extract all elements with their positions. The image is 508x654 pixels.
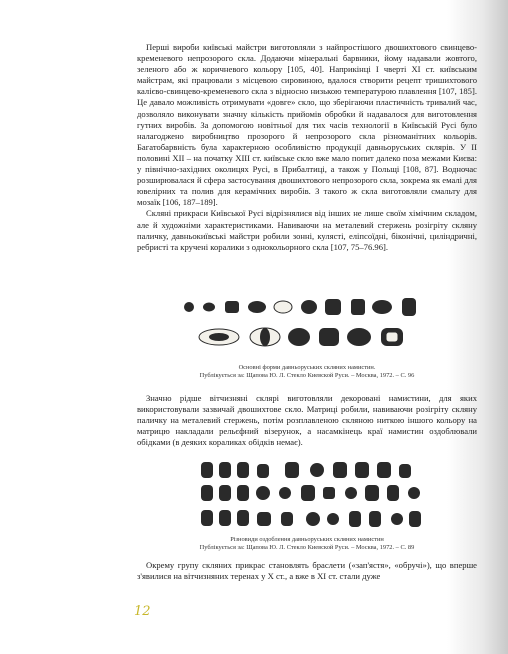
bead-shape: [301, 485, 315, 501]
caption-title: Різновиди оздоблення давньоруських скляних намистин: [230, 536, 384, 543]
bead-shape: [274, 301, 292, 313]
bead-shape: [402, 298, 416, 316]
bead-shape: [347, 328, 371, 346]
bead-shape: [201, 462, 213, 478]
paragraph-glass-history: Перші вироби київські майстри виготовляли з найпростішого двошихтового свинцево-кременевого непрозорого скла. Додаючи мінеральні барвники, йому надавали жовтого, зеленого або ж коричневого кольору [105, 40]. Наприкінці I чверті XI ст. київським майстрам, які працювали з місцевою сировиною, вдалося створити рецепт тришихтового калієво-свинцево-кременевого скла з відносно низькою температурою плавлення [107, 185]. Це давало можливість отримувати «довге» скло, що зберігаючи пластичність тривалий час, дозволяло виконувати значну кількість прийомів обробки й надавалося для виготовлення гутних виробів. За допомогою новітньої для тих часів технології в Київській Русі було налагоджено виробництво прозорого й непрозорого скла різноманітних кольорів. Багатобарвність була характерною особливістю продукції давньоруських склярів. У II половині XII – на початку XIII ст. київське скло вже мало попит далеко поза межами Києва: у північно-західних околицях Русі, в Прибалтиці, а також у Польщі [108, 87]. Водночас розширювалася й сфера застосування двошихтового непрозорого скла, зокрема як емалі для ювелірних та полив для керамічних виробів. З такого ж скла виготовляли смальту для мозаїк [106, 187–189].: [137, 42, 477, 208]
bead-shape: [184, 302, 194, 312]
caption-source: Публікується за: Щапова Ю. Л. Стекло Киевской Руси. – Москва, 1972. – С. 96: [199, 372, 415, 380]
bead-shape: [281, 512, 293, 526]
bead-shape: [248, 301, 266, 313]
bead-shape: [408, 487, 420, 499]
bead-shape: [256, 486, 270, 500]
bead-shape: [260, 328, 270, 346]
bead-shape: [327, 513, 339, 525]
paragraph-decorated-beads: Значно рідше вітчизняні склярі виготовляли декоровані намистини, для яких використовували зазвичай двошихтове скло. Матриці робили, навиваючи розігріту скляну паличку на металевий стержень, потім розплавленою скляною ниткою іншого кольору на матрицю накладали рельєфний візерунок, а насамкінець краї намистин оздоблювали обідками (в деяких кораликах обідків немає).: [137, 393, 477, 448]
bead-forms-illustration: [157, 293, 457, 355]
bead-decoration-illustration: [157, 458, 457, 534]
bead-shape: [219, 485, 231, 501]
bead-shape: [257, 512, 271, 526]
bead-shape: [319, 328, 339, 346]
caption-title: Основні форми давньоруських скляних намистин.: [238, 364, 376, 371]
text-block-middle: [137, 393, 477, 448]
bead-shape: [345, 487, 357, 499]
text-block-top: [137, 42, 477, 253]
bead-shape: [386, 332, 398, 342]
bead-shape: [279, 487, 291, 499]
bead-shape: [355, 462, 369, 478]
bead-shape: [201, 485, 213, 501]
bead-row-2: [199, 328, 403, 346]
figure-caption-bead-forms: [137, 364, 477, 381]
decorated-bead-row-3: [201, 510, 421, 527]
bead-shape: [201, 510, 213, 526]
bead-shape: [365, 485, 379, 501]
bead-shape: [372, 300, 392, 314]
bead-shape: [349, 511, 361, 527]
bead-row-1: [184, 298, 416, 316]
bead-shape: [399, 464, 411, 478]
figure-caption-bead-decoration: [137, 536, 477, 553]
bead-shape: [219, 510, 231, 526]
bead-shape: [237, 510, 249, 526]
bead-shape: [219, 462, 231, 478]
bead-shape: [225, 301, 239, 313]
bead-shape: [325, 299, 341, 315]
bead-shape: [369, 511, 381, 527]
decorated-bead-row-1: [201, 462, 411, 478]
decorated-bead-row-2: [201, 485, 420, 501]
bead-shape: [203, 303, 215, 312]
bead-shape: [257, 464, 269, 478]
page-number: 12: [134, 604, 151, 619]
figure-bead-forms: [137, 293, 477, 355]
bead-shape: [387, 485, 399, 501]
bead-shape: [351, 299, 365, 315]
bead-shape: [333, 462, 347, 478]
bead-shape: [310, 463, 324, 477]
figure-bead-decoration: [137, 458, 477, 534]
bead-shape: [209, 333, 229, 341]
bead-shape: [323, 487, 335, 499]
bead-shape: [288, 328, 310, 346]
paragraph-glass-beads: Скляні прикраси Київської Русі відрізнялися від інших не лише своїм хімічним складом, але й художніми характеристиками. Навиваючи на металевий стержень розігріту скляну паличку, давньокиївські майстри робили зонні, кулясті, еліпсоїдні, біконічні, циліндричні, ребристі та кручені коралики з однокольорного скла [107, 75–76.96].: [137, 208, 477, 252]
bead-shape: [301, 300, 317, 314]
caption-source: Публікується за: Щапова Ю. Л. Стекло Киевской Руси. – Москва, 1972. – С. 89: [199, 544, 415, 552]
bead-shape: [237, 485, 249, 501]
bead-shape: [285, 462, 299, 478]
bead-shape: [391, 513, 403, 525]
bead-shape: [377, 462, 391, 478]
bead-shape: [237, 462, 249, 478]
bead-shape: [409, 511, 421, 527]
text-block-bottom: [137, 560, 477, 582]
bead-shape: [306, 512, 320, 526]
paragraph-bracelets: Окрему групу скляних прикрас становлять браслети («зап'ястя», «обручі»), що вперше з'явилися на вітчизняних теренах у X ст., а вже в XI ст. стали дуже: [137, 560, 477, 582]
